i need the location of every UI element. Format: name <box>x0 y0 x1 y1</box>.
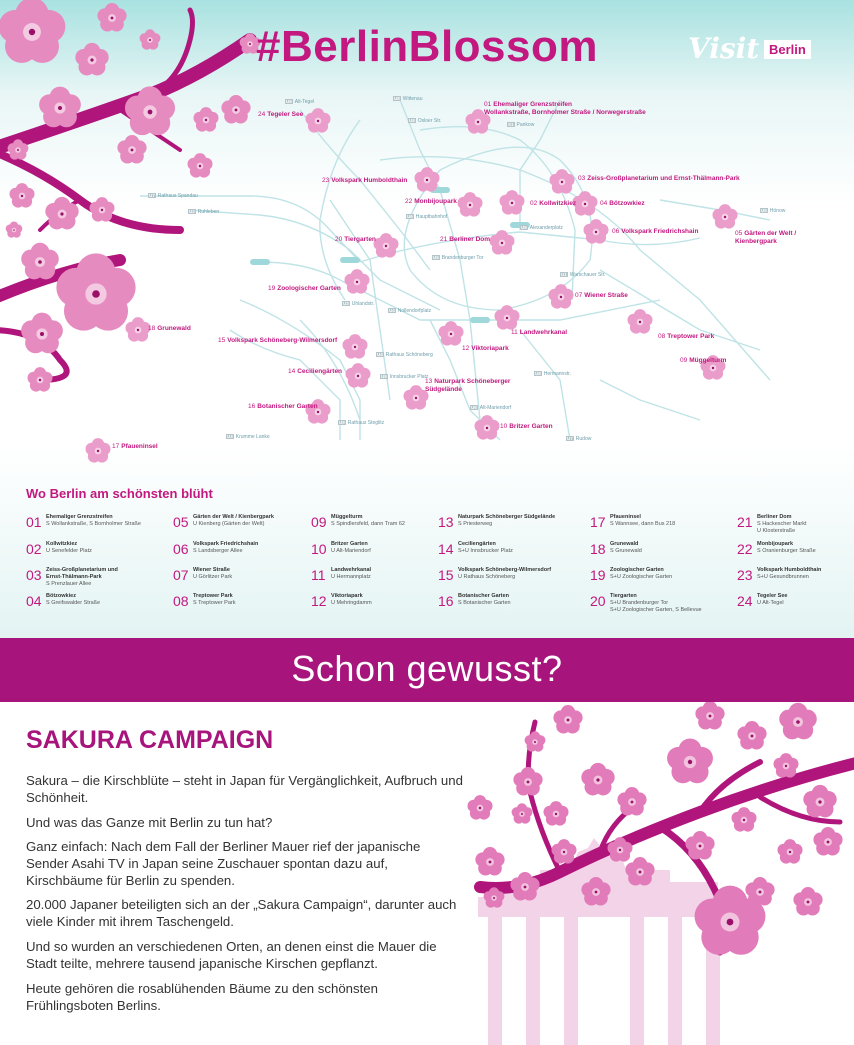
legend-number: 12 <box>311 593 327 609</box>
location-blossom-icon <box>712 204 737 228</box>
legend-number: 03 <box>26 567 42 583</box>
station-code: U3 <box>227 434 233 439</box>
banner <box>0 638 854 702</box>
legend-place-name: Botanischer Garten <box>458 593 510 599</box>
station-label <box>226 434 270 440</box>
legend-place-name: Viktoriapark <box>331 593 363 599</box>
branch-blossom-icon <box>813 827 842 855</box>
legend-number: 10 <box>311 541 327 557</box>
campaign-paragraph: Und was das Ganze mit Berlin zu tun hat? <box>26 815 273 830</box>
location-blossom-icon <box>414 167 439 191</box>
branch-blossom-icon <box>193 107 218 131</box>
legend-number: 14 <box>438 541 454 557</box>
map-location-label[interactable] <box>405 198 457 206</box>
interchange-marker <box>340 257 360 263</box>
location-name: Wiener Straße <box>584 292 628 299</box>
station-label <box>376 352 433 358</box>
branch-blossom-icon <box>737 721 766 749</box>
legend-place-name: Zeiss-Großplanetarium und <box>46 567 118 573</box>
legend-transit: U Alt-Tegel <box>757 600 784 606</box>
legend-number: 01 <box>26 514 42 530</box>
station-code: U3 <box>343 301 349 306</box>
station-label <box>470 405 511 411</box>
legend-place-name: Volkspark Humboldthain <box>757 567 822 573</box>
map-location-label[interactable] <box>680 357 726 365</box>
location-name: Zeiss-Großplanetarium und Ernst-Thälmann-Park <box>587 175 740 182</box>
legend-number: 05 <box>173 514 189 530</box>
location-number: 22 <box>405 198 413 205</box>
station-label <box>188 209 219 215</box>
location-blossom-icon <box>494 305 519 329</box>
interchange-marker <box>250 259 270 265</box>
location-name: Tiergarten <box>344 236 376 243</box>
station-name: Hauptbahnhof <box>415 214 448 220</box>
legend-transit: S Hackescher Markt <box>757 521 807 527</box>
branch-blossom-icon <box>625 857 654 885</box>
legend-number: 24 <box>737 593 753 609</box>
location-number: 03 <box>578 175 586 182</box>
legend-place-name: Wiener Straße <box>193 567 230 573</box>
location-number: 07 <box>575 292 583 299</box>
station-label <box>380 374 428 380</box>
branch-blossom-icon <box>553 705 582 733</box>
station-name: Alt-Tegel <box>294 99 315 105</box>
legend-place-name: Ceciliengärten <box>458 541 496 547</box>
legend-place-name: Kollwitzkiez <box>46 541 78 547</box>
branch-blossom-icon <box>803 785 836 818</box>
station-code: U6 <box>286 99 292 104</box>
location-number: 18 <box>148 325 156 332</box>
branch-blossom-icon <box>475 847 504 875</box>
location-number: 23 <box>322 177 330 184</box>
map-location-label[interactable] <box>600 200 645 208</box>
interchange-marker <box>470 317 490 323</box>
location-name: Wollankstraße, Bornholmer Straße / Norwegerstraße <box>484 109 646 116</box>
location-blossom-icon <box>342 334 367 358</box>
map-location-label[interactable] <box>484 101 646 117</box>
legend-title: Wo Berlin am schönsten blüht <box>26 486 213 501</box>
station-name: Nollendorfplatz <box>397 308 432 314</box>
location-blossom-icon <box>344 269 369 293</box>
station-name: Ruhleben <box>197 209 220 215</box>
station-name: Uhlandstr. <box>351 301 375 307</box>
legend-transit: S Grunewald <box>610 548 642 554</box>
location-number: 17 <box>112 443 120 450</box>
station-label <box>432 255 483 261</box>
logo-visit-text: Visit <box>688 32 760 65</box>
station-label <box>520 225 563 231</box>
legend-place-name: Bötzowkiez <box>46 593 76 599</box>
legend-place-name: Gärten der Welt / Kienbergpark <box>193 514 274 520</box>
location-blossom-icon <box>627 309 652 333</box>
location-name: Viktoriapark <box>471 345 509 352</box>
location-blossom-icon <box>373 233 398 257</box>
branch-blossom-icon <box>27 367 52 391</box>
legend-transit: S Botanischer Garten <box>458 600 511 606</box>
location-number: 13 <box>425 378 433 385</box>
station-name: Hermannstr. <box>543 371 571 377</box>
station-code: U5 <box>761 208 767 213</box>
campaign-paragraph: Sakura – die Kirschblüte – steht in Japan für Vergänglichkeit, Aufbruch und Schönheit. <box>26 773 463 805</box>
location-blossom-icon <box>583 219 608 243</box>
legend-place-name: Landwehrkanal <box>331 567 372 573</box>
station-code: U6 <box>471 405 477 410</box>
station-name: Rudow <box>575 436 592 442</box>
legend-number: 09 <box>311 514 327 530</box>
branch-blossom-icon <box>667 738 713 783</box>
legend-transit: S Greifswalder Straße <box>46 600 101 606</box>
location-number: 15 <box>218 337 226 344</box>
station-label <box>560 272 605 278</box>
location-number: 01 <box>484 101 492 108</box>
location-name: Botanischer Garten <box>257 403 318 410</box>
station-code: U8 <box>535 371 541 376</box>
branch-blossom-icon <box>685 831 714 859</box>
legend-place-name: Ernst-Thälmann-Park <box>46 574 102 580</box>
station-name: Rathaus Steglitz <box>347 420 385 426</box>
location-blossom-icon <box>489 230 514 254</box>
station-label <box>393 96 423 102</box>
station-code: U8 <box>394 96 400 101</box>
legend-transit: S+U Brandenburger Tor <box>610 600 669 606</box>
branch-blossom-icon <box>581 763 614 796</box>
campaign-paragraph: 20.000 Japaner beteiligten sich an der „Sakura Campaign“, darunter auch viele Kinder mit ihrem Taschengeld. <box>26 897 457 929</box>
legend-number: 06 <box>173 541 189 557</box>
legend-number: 07 <box>173 567 189 583</box>
location-blossom-icon <box>457 192 482 216</box>
location-blossom-icon <box>548 284 573 308</box>
legend-transit: U Rathaus Schöneberg <box>458 574 516 580</box>
station-code: U8 <box>409 118 415 123</box>
legend-place-name: Berliner Dom <box>757 514 792 520</box>
station-label <box>338 420 384 426</box>
location-name: Treptower Park <box>667 333 715 340</box>
location-blossom-icon <box>438 321 463 345</box>
legend-transit: S Landsberger Allee <box>193 548 243 554</box>
map-location-label[interactable] <box>248 403 318 411</box>
station-name: Innsbrucker Platz <box>389 374 429 380</box>
station-name: Brandenburger Tor <box>441 255 484 261</box>
branch-blossom-icon <box>21 243 59 280</box>
visit-berlin-logo[interactable] <box>688 30 828 66</box>
map-location-label[interactable] <box>500 423 553 431</box>
station-code: U4 <box>377 352 383 357</box>
legend-transit: S Priesterweg <box>458 521 493 527</box>
location-blossom-icon <box>85 438 110 462</box>
legend-transit: U Görlitzer Park <box>193 574 233 580</box>
station-code: U1 <box>561 272 567 277</box>
location-blossom-icon <box>345 363 370 387</box>
map-location-label[interactable] <box>511 329 567 337</box>
legend-place-name: Müggelturm <box>331 514 363 520</box>
station-label <box>406 214 447 220</box>
branch-blossom-icon <box>221 95 250 123</box>
branch-blossom-icon <box>777 839 802 863</box>
location-name: Landwehrkanal <box>519 329 568 336</box>
map-location-label[interactable] <box>575 292 628 300</box>
station-name: Krumme Lanke <box>235 434 270 440</box>
location-name: Kienbergpark <box>735 238 777 245</box>
branch-blossom-icon <box>89 197 114 221</box>
station-name: Alt-Mariendorf <box>479 405 512 411</box>
location-number: 20 <box>335 236 343 243</box>
legend-transit: S+U Zoologischer Garten <box>610 574 673 580</box>
branch-blossom-icon <box>512 803 533 823</box>
legend-transit: S+U Zoologischer Garten, S Bellevue <box>610 607 702 613</box>
location-number: 10 <box>500 423 508 430</box>
station-name: Rathaus Spandau <box>157 193 198 199</box>
station-code: U7 <box>149 193 155 198</box>
campaign-paragraph: Ganz einfach: Nach dem Fall der Berliner Mauer rief der japanische Sender Asahi TV in Japan seine Zuschauer spontan dazu auf, Kirschbäume für Berlin zu spenden. <box>26 839 421 888</box>
legend-transit: S Spindlersfeld, dann Tram 62 <box>331 521 405 527</box>
campaign-title: SAKURA CAMPAIGN <box>26 726 274 754</box>
branch-blossom-icon <box>39 87 81 128</box>
branch-blossom-icon <box>525 731 546 751</box>
location-number: 02 <box>530 200 538 207</box>
legend-transit: U Alt-Mariendorf <box>331 548 371 554</box>
location-name: Ceciliengärten <box>297 368 343 375</box>
legend-transit: S+U Innsbrucker Platz <box>458 548 513 554</box>
map-location-label[interactable] <box>530 200 576 208</box>
station-name: Pankow <box>516 122 535 128</box>
station-code: U5 <box>433 255 439 260</box>
location-number: 05 <box>735 230 743 237</box>
location-name: Gärten der Welt / <box>744 230 797 237</box>
branch-blossom-icon <box>617 787 646 815</box>
legend-transit: U Mehringdamm <box>331 600 372 606</box>
station-name: Warschauer Str. <box>569 272 606 278</box>
map-location-label[interactable] <box>288 368 342 376</box>
location-number: 04 <box>600 200 608 207</box>
branch-blossom-icon <box>745 877 774 905</box>
location-name: Bötzowkiez <box>609 200 645 207</box>
map-location-label[interactable] <box>578 175 740 183</box>
station-label <box>534 371 571 377</box>
branch-blossom-icon <box>551 839 576 863</box>
station-label <box>342 301 374 307</box>
campaign-paragraph: Und so wurden an verschiedenen Orten, an denen einst die Mauer die Stadt teilte, mehrere tausend japanische Kirschen gepflanzt. <box>26 939 437 971</box>
location-number: 11 <box>511 329 518 336</box>
station-code: U7 <box>567 436 573 441</box>
location-number: 12 <box>462 345 470 352</box>
legend-place-name: Volkspark Schöneberg-Wilmersdorf <box>458 567 552 573</box>
station-code: S1 <box>508 122 514 127</box>
location-number: 09 <box>680 357 688 364</box>
station-label <box>566 436 591 442</box>
legend-place-name: Grunewald <box>610 541 639 547</box>
map-location-label[interactable] <box>462 345 509 353</box>
campaign-paragraph: Heute gehören die rosablühenden Bäume zu den schönsten Frühlingsboten Berlins. <box>26 981 378 1013</box>
station-name: Osloer Str. <box>417 118 442 124</box>
station-code: U2 <box>189 209 195 214</box>
legend-number: 16 <box>438 593 454 609</box>
station-code: U5 <box>521 225 527 230</box>
location-blossom-icon <box>305 108 330 132</box>
map-location-label[interactable] <box>335 236 376 244</box>
map-location-label[interactable] <box>322 177 407 185</box>
location-name: Zoologischer Garten <box>277 285 341 292</box>
station-label <box>760 208 785 214</box>
legend-place-name: Naturpark Schöneberger Südgelände <box>458 514 556 520</box>
branch-blossom-icon <box>187 153 212 177</box>
station-name: Hönow <box>769 208 786 214</box>
legend-transit: U Senefelder Platz <box>46 548 92 554</box>
legend-number: 22 <box>737 541 753 557</box>
location-name: Pfaueninsel <box>121 443 158 450</box>
map-location-label[interactable] <box>258 111 303 119</box>
legend-transit: S+U Gesundbrunnen <box>757 574 809 580</box>
station-label <box>285 99 314 105</box>
map-location-label[interactable] <box>612 228 698 236</box>
station-name: Alexanderplatz <box>529 225 563 231</box>
location-number: 14 <box>288 368 296 375</box>
legend-transit: U Klosterstraße <box>757 528 796 534</box>
branch-blossom-icon <box>9 183 34 207</box>
station-label <box>388 308 431 314</box>
map-location-label[interactable] <box>112 443 158 451</box>
branch-blossom-icon <box>467 795 492 819</box>
legend-transit: S Treptower Park <box>193 600 236 606</box>
location-name: Volkspark Humboldthain <box>331 177 408 184</box>
legend-number: 13 <box>438 514 454 530</box>
legend-transit: S Wannsee, dann Bus 218 <box>610 521 676 527</box>
map-location-label[interactable] <box>148 325 191 333</box>
brandenburg-gate-icon <box>478 838 730 1045</box>
branch-blossom-icon <box>513 767 542 795</box>
location-number: 08 <box>658 333 666 340</box>
station-code: U9 <box>381 374 387 379</box>
legend-transit: S Prenzlauer Allee <box>46 581 92 587</box>
location-name: Südgelände <box>425 386 462 393</box>
location-name: Berliner Dom <box>449 236 491 243</box>
legend-number: 02 <box>26 541 42 557</box>
branch-blossom-icon <box>695 702 724 730</box>
location-name: Britzer Garten <box>509 423 553 430</box>
legend-number: 19 <box>590 567 606 583</box>
station-code: U4 <box>389 308 395 313</box>
legend-place-name: Tegeler See <box>757 593 788 599</box>
legend-place-name: Pfaueninsel <box>610 514 641 520</box>
location-name: Grunewald <box>157 325 191 332</box>
legend-place-name: Tiergarten <box>610 593 637 599</box>
map-location-label[interactable] <box>218 337 337 345</box>
location-name: Ehemaliger Grenzstreifen <box>493 101 572 108</box>
legend-place-name: Treptower Park <box>193 593 233 599</box>
legend-transit: S Wollankstraße, S Bornholmer Straße <box>46 521 141 527</box>
location-name: Volkspark Friedrichshain <box>621 228 699 235</box>
station-name: Rathaus Schöneberg <box>385 352 433 358</box>
branch-blossom-icon <box>56 253 135 330</box>
map-location-label[interactable] <box>268 285 341 293</box>
campaign-section <box>0 702 854 1045</box>
legend-number: 20 <box>590 593 606 609</box>
station-code: U6 <box>407 214 413 219</box>
location-number: 24 <box>258 111 266 118</box>
branch-blossom-icon <box>21 313 63 354</box>
page-title: #BerlinBlossom <box>256 22 598 71</box>
location-number: 19 <box>268 285 276 292</box>
legend-number: 17 <box>590 514 606 530</box>
station-label <box>408 118 441 124</box>
logo-city-text: Berlin <box>764 40 811 59</box>
branch-blossom-icon <box>779 703 817 740</box>
legend-number: 11 <box>311 567 326 583</box>
legend-transit: U Kienberg (Gärten der Welt) <box>193 521 265 527</box>
location-blossom-icon <box>499 190 524 214</box>
location-name: Monbijoupark <box>414 198 457 205</box>
location-blossom-icon <box>125 317 150 341</box>
station-code: U9 <box>339 420 345 425</box>
branch-blossom-icon <box>773 753 798 777</box>
branch-blossom-icon <box>731 807 756 831</box>
location-name: Tegeler See <box>267 111 304 118</box>
branch-blossom-icon <box>543 801 568 825</box>
legend-number: 08 <box>173 593 189 609</box>
location-name: Kollwitzkiez <box>539 200 577 207</box>
location-name: Naturpark Schöneberger <box>434 378 511 385</box>
location-number: 21 <box>440 236 448 243</box>
location-number: 16 <box>248 403 256 410</box>
location-blossom-icon <box>572 191 597 215</box>
legend-number: 04 <box>26 593 42 609</box>
legend-number: 23 <box>737 567 753 583</box>
location-name: Müggelturm <box>689 357 727 364</box>
legend-transit: U Hermannplatz <box>331 574 371 580</box>
legend-place-name: Britzer Garten <box>331 541 368 547</box>
legend-number: 15 <box>438 567 454 583</box>
map-location-label[interactable] <box>735 230 796 246</box>
legend-place-name: Ehemaliger Grenzstreifen <box>46 514 113 520</box>
location-name: Volkspark Schöneberg-Wilmersdorf <box>227 337 338 344</box>
branch-blossom-icon <box>6 221 23 237</box>
legend-number: 21 <box>737 514 753 530</box>
legend-place-name: Volkspark Friedrichshain <box>193 541 259 547</box>
map-location-label[interactable] <box>440 236 490 244</box>
legend-place-name: Monbijoupark <box>757 541 794 547</box>
legend-transit: S Oranienburger Straße <box>757 548 816 554</box>
map-location-label[interactable] <box>658 333 714 341</box>
station-label <box>507 122 534 128</box>
legend-number: 18 <box>590 541 606 557</box>
banner-title: Schon gewusst? <box>291 648 563 689</box>
station-label <box>148 193 198 199</box>
branch-blossom-icon <box>793 887 822 915</box>
branch-blossom-icon <box>117 135 146 163</box>
location-number: 06 <box>612 228 620 235</box>
map-location-label[interactable] <box>425 378 510 394</box>
legend-place-name: Zoologischer Garten <box>610 567 664 573</box>
station-name: Wittenau <box>402 96 423 102</box>
